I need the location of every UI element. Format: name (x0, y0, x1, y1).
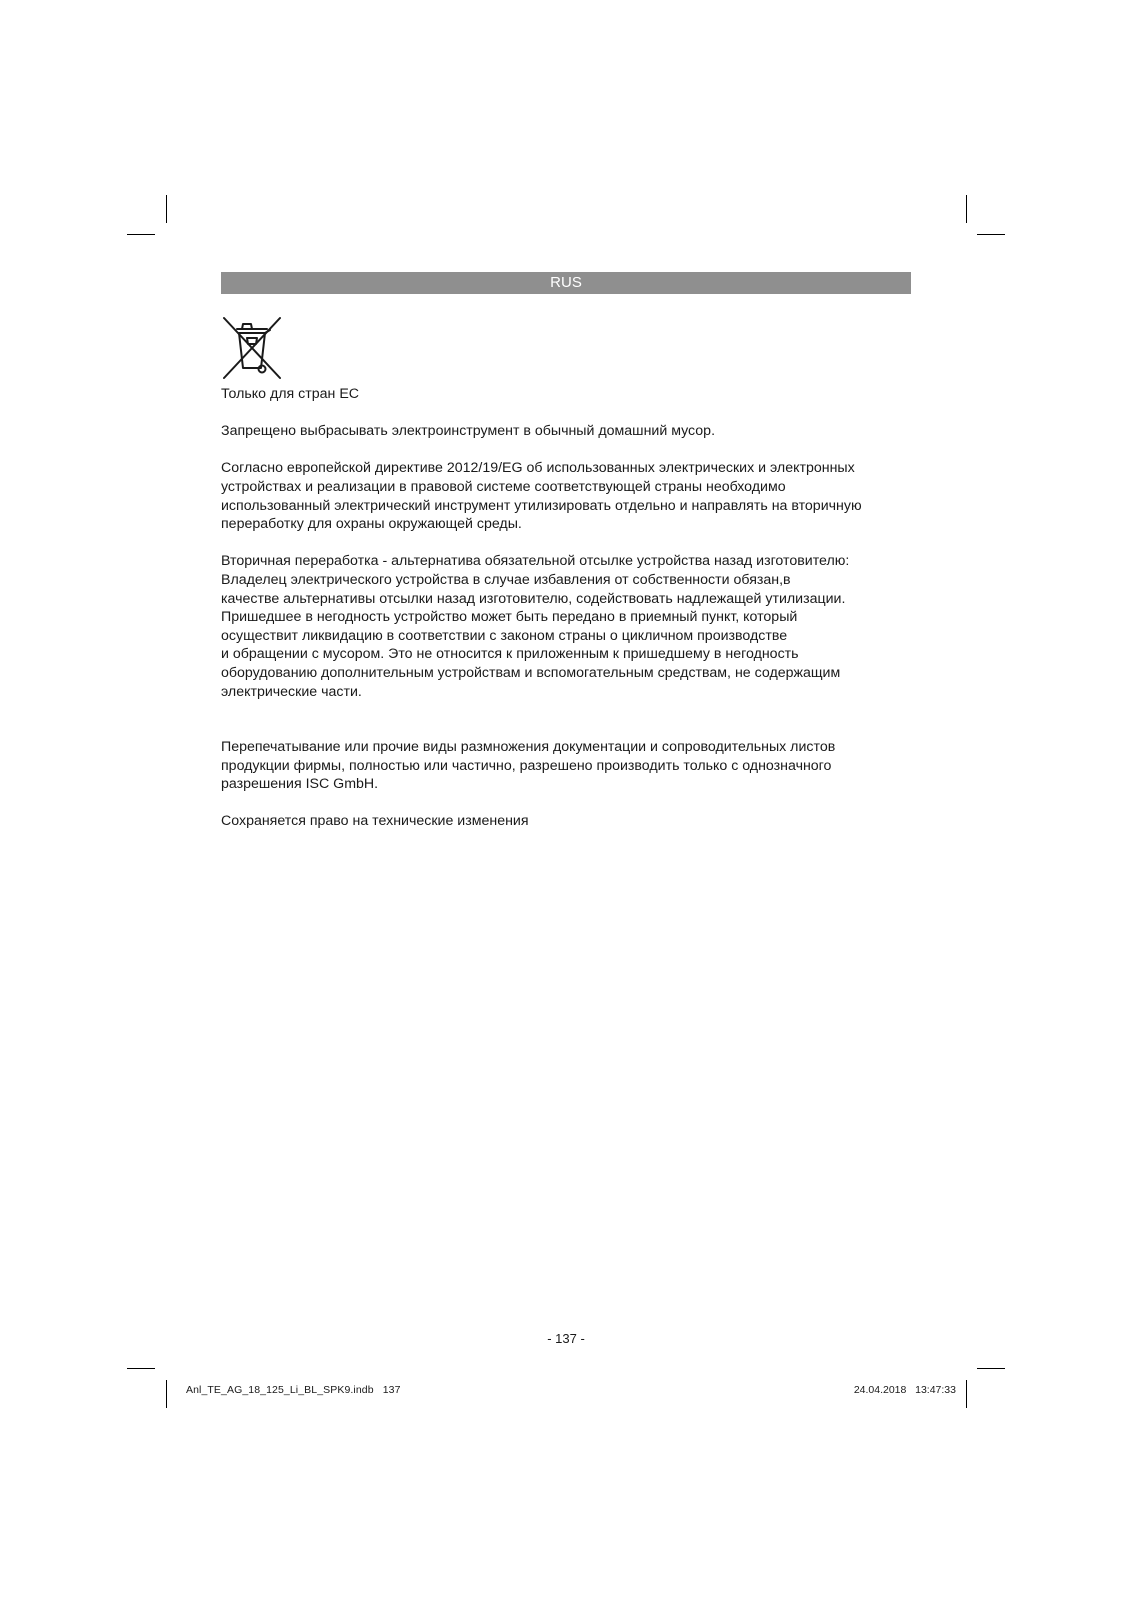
crop-mark-top-left-vertical (166, 195, 167, 223)
eu-directive-paragraph: Согласно европейской директиве 2012/19/EG об использованных электрических и электронных устройствах и реализации в правовой системе соответствующей страны необходимо использованный электрический инструмент утилизировать отдельно и направлять на вторичную переработку для охраны окружающей среды. (221, 460, 862, 533)
eu-only-notice: Только для стран ЕС (221, 386, 360, 402)
footer-file-name: Anl_TE_AG_18_125_Li_BL_SPK9.indb 137 (186, 1384, 401, 1396)
crop-mark-bottom-right-vertical (966, 1380, 967, 1408)
crop-mark-top-right-vertical (966, 195, 967, 223)
crop-mark-bottom-right-horizontal (977, 1368, 1005, 1369)
crop-mark-top-left-horizontal (127, 234, 155, 235)
crossed-out-wheelie-bin-icon (221, 316, 283, 380)
crop-mark-bottom-left-horizontal (127, 1368, 155, 1369)
language-header-bar: RUS (221, 272, 911, 294)
recycling-paragraph: Вторичная переработка - альтернатива обязательной отсылке устройства назад изготовителю: Владелец электрического устройства в случае избавления от собственности обязан,в качестве альтернативы отсылки назад изготовителю, содействовать надлежащей утилизации. Пришедшее в негодность устройство может быть передано в приемный пункт, который осуществит ликвидацию в соответствии с законом страны о цикличном производстве и обращении с мусором. Это не относится к приложенным к пришедшему в негодность оборудованию дополнительным устройствам и вспомогательным средствам, не содержащим электрические части. (221, 553, 850, 700)
footer-date-time: 24.04.2018 13:47:33 (853, 1384, 956, 1396)
copyright-paragraph: Перепечатывание или прочие виды размножения документации и сопроводительных листов продукции фирмы, полностью или частично, разрешено производить только с однозначного разрешения ISC GmbH. (221, 739, 836, 793)
crop-mark-top-right-horizontal (977, 234, 1005, 235)
main-text (221, 385, 921, 831)
technical-changes-notice: Сохраняется право на технические изменения (221, 813, 529, 830)
page-number: - 137 - (547, 1331, 585, 1346)
disposal-prohibition: Запрещено выбрасывать электроинструмент в обычный домашний мусор. (221, 423, 716, 440)
crop-mark-bottom-left-vertical (166, 1380, 167, 1408)
